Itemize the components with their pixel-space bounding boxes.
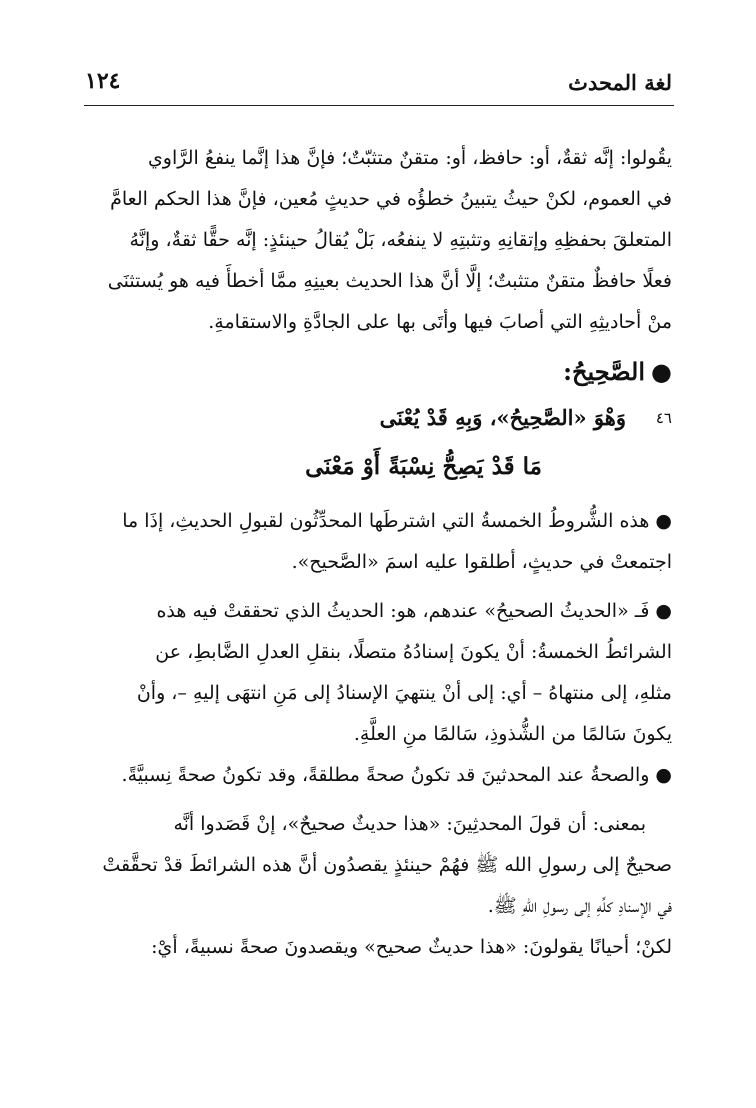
verse-number: ٤٦ [655, 409, 672, 427]
page-number: ١٢٤ [85, 68, 121, 94]
paragraph-1 [82, 138, 672, 343]
paragraph-4 [82, 755, 672, 796]
bullet-icon: ● [655, 600, 672, 622]
paragraph-5 [82, 804, 672, 927]
verse-line-1 [82, 395, 672, 441]
bullet-icon: ● [655, 510, 672, 532]
text-line: ●هذه الشُّروطُ الخمسةُ التي اشترطَها المحدِّثُون لقبولِ الحديثِ، إذَا ما [122, 510, 672, 532]
text-line: يقُولوا: إنَّه ثقةٌ، أو: حافظ، أو: متقنٌ متثبّتٌ؛ فإنَّ هذا إنَّما ينفعُ الرَّاوي [147, 147, 672, 169]
running-title: لغة المحدث [568, 70, 672, 95]
bullet-icon: ● [651, 357, 672, 386]
text-line: فعلًا حافظٌ متقنٌ متثبتٌ؛ إلَّا أنَّ هذا الحديث بعينِهِ ممَّا أخطأَ فيه هو يُستثنَى [107, 270, 672, 292]
text-line: ●فَـ «الحديثُ الصحيحُ» عندهم، هو: الحديثُ الذي تحققتْ فيه هذه [156, 600, 672, 622]
text-line: لكنْ؛ أحيانًا يقولونَ: «هذا حديثٌ صحيح» ويقصدونَ صحةً نسبيةً، أيْ: [151, 936, 672, 958]
text-line: صحيحٌ إلى رسولِ الله ﷺ فهُمْ حينئذٍ يقصدُون أنَّ هذه الشرائطَ قدْ تحقَّقتْ [102, 854, 672, 876]
verse-line-2: مَا قَدْ يَصِحُّ نِسْبَةً أَوْ مَعْنَى [305, 453, 542, 480]
body-text [82, 138, 672, 968]
text-line: مثلهِ، إلى منتهاهُ – أي: إلى أنْ ينتهيَ الإسنادُ إلى مَنِ انتهَى إليهِ –، وأنْ [136, 682, 672, 704]
paragraph-2 [82, 501, 672, 583]
page-header [85, 66, 672, 102]
text-line: في الإسنادِ كلِّهِ إلى رسولِ اللهِ ﷺ. [487, 895, 672, 917]
text-line: اجتمعتْ في حديثٍ، أطلقوا عليه اسمَ «الصَّحيح». [291, 551, 672, 573]
text-line: المتعلقَ بحفظِهِ وإتقانِهِ وتثبتِهِ لا ينفعُه، بَلْ يُقالُ حينئذٍ: إنَّه حقًّا ثقةٌ، وإنَّهُ [129, 229, 672, 251]
text-line: منْ أحاديثِهِ التي أصابَ فيها وأتَى بها على الجادَّةِ والاستقامةِ. [208, 311, 672, 333]
section-heading [82, 349, 672, 395]
section-heading-text: الصَّحِيحُ: [563, 357, 646, 386]
verse-text-1: وَهْوَ «الصَّحِيحُ»، وَبِهِ قَدْ يُعْنَى [379, 405, 626, 430]
text-line: ●والصحةُ عند المحدثينَ قد تكونُ صحةً مطلقةً، وقد تكونُ صحةً نِسبيَّةً. [121, 764, 672, 786]
paragraph-6 [82, 927, 672, 968]
text-line: يكونَ سَالمًا من الشُّذوذِ، سَالمًا منِ العلَّةِ. [353, 723, 672, 745]
text-line: الشرائطُ الخمسةُ: أنْ يكونَ إسنادُهُ متصلًا، بنقلِ العدلِ الضَّابطِ، عن [155, 641, 672, 663]
text-line: في العموم، لكنْ حيثُ يتبينُ خطؤُه في حديثٍ مُعين، فإنَّ هذا الحكم العامَّ [110, 188, 672, 210]
text-line: بمعنى: أن قولَ المحدثِينَ: «هذا حديثٌ صحيحٌ»، إنْ قَصَدوا أنَّه [173, 813, 646, 835]
header-rule [84, 105, 674, 106]
paragraph-3 [82, 591, 672, 755]
bullet-icon: ● [655, 764, 672, 786]
